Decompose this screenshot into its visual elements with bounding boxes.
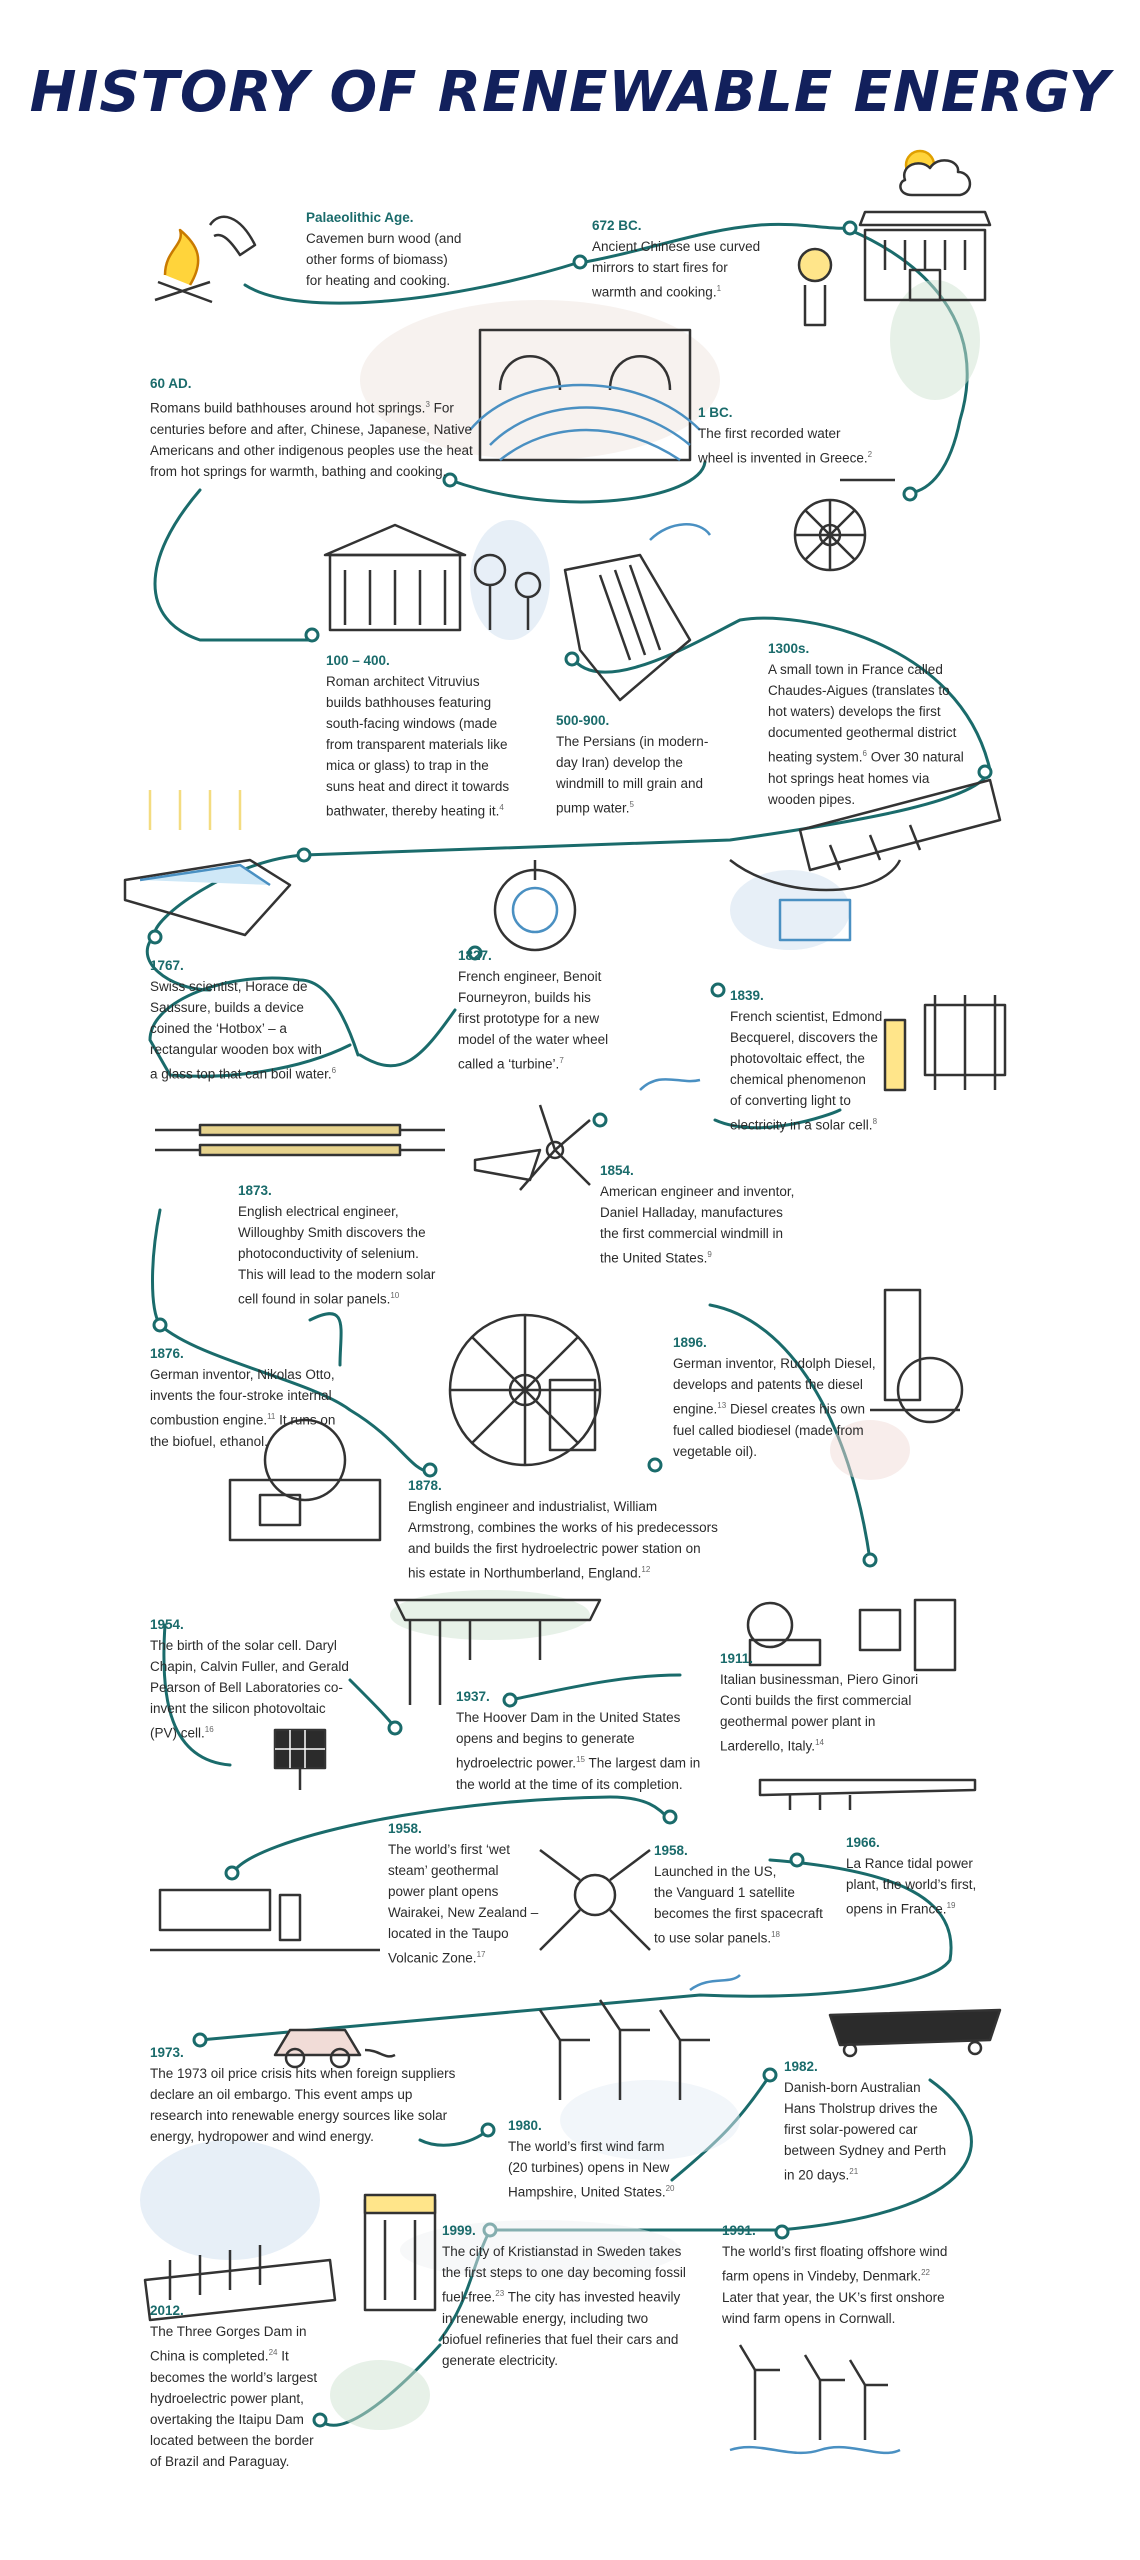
event-1767 [150,955,336,1085]
event-year: 1999. [442,2223,476,2238]
event-1896 [673,1332,876,1462]
event-1878 [408,1475,718,1584]
event-line: heating system. [768,749,863,765]
event-line: Launched in the US, [654,1864,777,1879]
event-line: German inventor, Rudolph Diesel, [673,1356,876,1371]
event-line: China is completed. [150,2348,269,2364]
event-year: 1958. [388,1821,422,1836]
event-line: invent the silicon photovoltaic [150,1701,326,1716]
event-line: invents the four-stroke internal [150,1388,332,1403]
event-year: 1958. [654,1843,688,1858]
event-line: The birth of the solar cell. Daryl [150,1638,337,1653]
event-2012 [150,2300,317,2472]
footnote-marker: 6 [331,1066,337,1075]
footnote-marker: 8 [872,1117,878,1126]
footnote-marker: 6 [862,749,867,758]
event-year: 1991. [722,2223,756,2238]
event-line: Hans Tholstrup drives the [784,2101,938,2116]
event-line: Cavemen burn wood (and [306,231,462,246]
event-1911 [720,1648,918,1757]
event-line: The world’s first ‘wet [388,1842,511,1857]
event-year: 1954. [150,1617,184,1632]
event-line: chemical phenomenon [730,1072,866,1087]
event-1876 [150,1343,335,1452]
event-line: Danish-born Australian [784,2080,921,2095]
footnote-marker: 12 [641,1565,651,1574]
event-line: fuel-free. [442,2289,496,2305]
event-line: Fourneyron, builds his [458,990,591,1005]
event-line: the world at the time of its completion. [456,1776,683,1792]
event-line: opens in France. [846,1901,947,1917]
event-line: Armstrong, combines the works of his predecessors [408,1520,718,1535]
event-line: La Rance tidal power [846,1856,973,1871]
footnote-marker: 22 [921,2268,931,2277]
event-year: 1982. [784,2059,818,2074]
event-1991 [722,2220,947,2329]
event-line: French scientist, Edmond [730,1009,883,1024]
event-line: combustion engine. [150,1412,268,1428]
footnote-marker: 21 [849,2167,859,2176]
event-500-900 [556,710,708,819]
event-1980 [508,2115,674,2203]
event-line: of converting light to [730,1093,851,1108]
event-line: first solar-powered car [784,2122,918,2137]
event-line-tail: It [277,2348,289,2364]
event-line: rectangular wooden box with [150,1042,322,1057]
event-line: his estate in Northumberland, England. [408,1565,642,1581]
event-line: electricity in a solar cell. [730,1117,873,1133]
event-line: model of the water wheel [458,1032,609,1047]
event-year: 1854. [600,1163,634,1178]
footnote-marker: 2 [867,450,873,459]
event-year: 1 BC. [698,405,733,420]
footnote-marker: 10 [390,1291,400,1300]
event-line: south-facing windows (made [326,716,498,731]
footnote-marker: 15 [576,1755,585,1764]
event-year: 100 – 400. [326,653,390,668]
event-line: overtaking the Itaipu Dam [150,2411,304,2427]
event-line: the first commercial windmill in [600,1226,784,1241]
event-1958-satellite [654,1840,823,1949]
footnote-marker: 9 [707,1250,712,1259]
event-line: documented geothermal district [768,725,957,740]
event-line: Conti builds the first commercial [720,1693,912,1708]
event-line: The world’s first floating offshore wind [722,2244,948,2259]
event-line: hot springs heat homes via [768,770,930,786]
event-line: mirrors to start fires for [592,260,728,275]
event-line: The Hoover Dam in the United States [456,1710,681,1725]
event-year: 1878. [408,1478,442,1493]
footnote-marker: 17 [476,1950,486,1959]
event-line: German inventor, Nikolas Otto, [150,1367,335,1382]
footnote-marker: 13 [717,1401,727,1410]
event-line: builds bathhouses featuring [326,695,492,710]
event-line-tail: The city has invested heavily [504,2289,681,2305]
event-line: of Brazil and Paraguay. [150,2453,290,2469]
footnote-marker: 3 [425,400,430,409]
event-year: 1827. [458,948,492,963]
event-line: engine. [673,1401,718,1417]
event-year: 1973. [150,2045,184,2060]
event-year: 1937. [456,1689,490,1704]
event-line: develops and patents the diesel [673,1377,863,1392]
event-line: to use solar panels. [654,1930,772,1946]
event-line: This will lead to the modern solar [238,1267,436,1282]
event-line: mica or glass) to trap in the [326,758,489,773]
event-line: cell found in solar panels. [238,1291,391,1307]
event-line: located in the Taupo [388,1926,509,1941]
event-line-tail: It runs on [275,1412,336,1428]
event-line-tail: The largest dam in [584,1755,701,1771]
event-line: the Vanguard 1 satellite [654,1885,795,1900]
event-line: wooden pipes. [768,791,856,807]
event-line: biofuel refineries that fuel their cars and [442,2331,679,2347]
event-line: wind farm opens in Cornwall. [722,2310,896,2326]
satellite-illustration [540,1850,650,1950]
event-line: Pearson of Bell Laboratories co- [150,1680,343,1695]
event-year: 2012. [150,2303,184,2318]
event-line: The first recorded water [698,426,841,441]
event-line: photovoltaic effect, the [730,1051,865,1066]
event-line: farm opens in Vindeby, Denmark. [722,2268,922,2284]
event-line: wheel is invented in Greece. [698,450,868,466]
event-line: power plant opens [388,1884,499,1899]
event-1854 [600,1160,794,1269]
event-line: Swiss scientist, Horace de [150,979,308,994]
event-line: pump water. [556,800,630,816]
event-line: The Persians (in modern- [556,734,709,749]
event-palaeolithic [306,207,461,291]
event-line: Larderello, Italy. [720,1738,816,1754]
event-1bc [698,402,872,469]
event-line: Ancient Chinese use curved [592,239,761,254]
event-1300s [768,638,964,810]
event-year: 1966. [846,1835,880,1850]
event-year: 1839. [730,988,764,1003]
event-line: from hot springs for warmth, bathing and cooking. [150,463,447,479]
event-line: geothermal power plant in [720,1714,876,1729]
event-line: day Iran) develop the [556,755,683,770]
event-line: warmth and cooking. [592,284,717,300]
event-line: vegetable oil). [673,1443,758,1459]
diesel-engine-illustration [870,1290,962,1422]
footnote-marker: 11 [267,1412,276,1421]
event-line: centuries before and after, Chinese, Japanese, Native [150,421,472,437]
event-line: American engineer and inventor, [600,1184,795,1199]
event-line-tail: Diesel creates his own [726,1401,866,1417]
event-line: and builds the first hydroelectric power station on [408,1541,701,1556]
event-year: 60 AD. [150,376,192,391]
event-line: Later that year, the UK’s first onshore [722,2289,945,2305]
sun-cloud-illustration [900,151,970,195]
footnote-marker: 7 [559,1056,564,1065]
event-line: for heating and cooking. [306,273,451,288]
event-line: coined the ‘Hotbox’ – a [150,1021,287,1036]
water-wheel-illustration [795,480,895,570]
event-line: in renewable energy, including two [442,2310,649,2326]
offshore-wind-illustration [730,2345,900,2453]
event-line: The Three Gorges Dam in [150,2324,307,2339]
event-line: other forms of biomass) [306,252,448,267]
event-year: 672 BC. [592,218,642,233]
event-line: Chapin, Calvin Fuller, and Gerald [150,1659,349,1674]
event-line: The 1973 oil price crisis hits when foreign suppliers [150,2066,456,2081]
event-line: fuel called biodiesel (made from [673,1422,864,1438]
event-line: The city of Kristianstad in Sweden takes [442,2244,682,2259]
tidal-plant-illustration [760,1780,975,1810]
footnote-marker: 19 [946,1901,956,1910]
solar-car-illustration [830,2010,1000,2056]
event-line: windmill to mill grain and [556,776,704,791]
event-year: 1980. [508,2118,542,2133]
becquerel-apparatus-illustration [885,995,1005,1090]
event-1937 [456,1686,700,1795]
event-year: 1873. [238,1183,272,1198]
event-year: 500-900. [556,713,610,728]
event-line: Becquerel, discovers the [730,1030,878,1045]
event-line: from transparent materials like [326,737,508,752]
event-line-tail: For [429,400,454,416]
footnote-marker: 24 [268,2348,278,2357]
event-1982 [784,2056,946,2186]
hydroelectric-wheel-illustration [450,1315,600,1465]
event-line-tail: Over 30 natural [867,749,964,765]
event-line: in 20 days. [784,2167,850,2183]
event-year: 1876. [150,1346,184,1361]
footnote-marker: 14 [815,1738,824,1747]
event-line: the United States. [600,1250,708,1266]
event-line: photoconductivity of selenium. [238,1246,419,1261]
event-line: English engineer and industrialist, William [408,1499,658,1514]
event-1827 [458,945,608,1075]
event-1973 [150,2042,455,2147]
event-line: Chaudes-Aigues (translates to [768,683,950,698]
event-year: 1300s. [768,641,810,656]
event-line: between Sydney and Perth [784,2143,947,2158]
event-line: Daniel Halladay, manufactures [600,1205,783,1220]
event-line: A small town in France called [768,662,943,677]
event-line: the biofuel, ethanol. [150,1433,268,1449]
event-line: hydroelectric power. [456,1755,577,1771]
event-line: (PV) cell. [150,1725,205,1741]
event-line: (20 turbines) opens in New [508,2160,670,2175]
persian-windmill-illustration [565,524,710,700]
event-line: becomes the world’s largest [150,2369,318,2385]
event-line: The world’s first wind farm [508,2139,665,2154]
event-line: Willoughby Smith discovers the [238,1225,426,1240]
footnote-marker: 18 [771,1930,780,1939]
turbine-illustration [495,860,575,950]
event-line: Americans and other indigenous peoples use the heat [150,442,473,458]
event-line: Hampshire, United States. [508,2184,666,2200]
event-1954 [150,1614,349,1744]
event-line: becomes the first spacecraft [654,1906,823,1921]
event-line: located between the border [150,2432,314,2448]
event-year: 1911. [720,1651,754,1666]
event-line: research into renewable energy sources like solar [150,2108,448,2123]
event-line: Volcanic Zone. [388,1950,477,1966]
event-line: Roman architect Vitruvius [326,674,480,689]
geothermal-station-illustration [150,1890,380,1950]
footnote-marker: 23 [495,2289,505,2298]
event-1966 [846,1832,976,1920]
event-line: Saussure, builds a device [150,1000,304,1015]
event-line: bathwater, thereby heating it. [326,803,500,819]
event-line: opens and begins to generate [456,1731,635,1746]
footnote-marker: 5 [629,800,634,809]
event-line: hydroelectric power plant, [150,2390,304,2406]
event-672bc [592,215,760,303]
footnote-marker: 1 [716,284,722,293]
footnote-marker: 20 [665,2184,675,2193]
event-line: a glass top that can boil water. [150,1066,332,1082]
event-year: 1896. [673,1335,707,1350]
event-60ad [150,373,473,482]
page-title: HISTORY OF RENEWABLE ENERGY [29,60,1111,125]
event-1958-geothermal [388,1818,538,1969]
event-line: hot waters) develops the first [768,704,941,719]
event-line: French engineer, Benoit [458,969,602,984]
event-line: called a ‘turbine’. [458,1056,560,1072]
event-1839 [730,985,882,1136]
event-100-400 [326,650,509,822]
event-1873 [238,1180,435,1310]
event-line: English electrical engineer, [238,1204,399,1219]
event-year: Palaeolithic Age. [306,210,414,225]
event-line: declare an oil embargo. This event amps up [150,2087,413,2102]
event-line: Romans build bathhouses around hot springs. [150,400,426,416]
event-line: first prototype for a new [458,1011,600,1026]
event-line: suns heat and direct it towards [326,779,510,794]
event-line: Italian businessman, Piero Ginori [720,1672,919,1687]
event-line: the first steps to one day becoming fossil [442,2265,686,2280]
event-line: generate electricity. [442,2352,559,2368]
footnote-marker: 4 [499,803,504,812]
event-line: energy, hydropower and wind energy. [150,2129,374,2144]
event-line: Wairakei, New Zealand – [388,1905,539,1920]
event-year: 1767. [150,958,184,973]
footnote-marker: 16 [204,1725,214,1734]
event-1999 [442,2220,686,2371]
event-line: steam’ geothermal [388,1863,499,1878]
selenium-rods-illustration [155,1125,445,1155]
campfire-illustration [155,217,255,302]
event-line: plant, the world’s first, [846,1877,977,1892]
